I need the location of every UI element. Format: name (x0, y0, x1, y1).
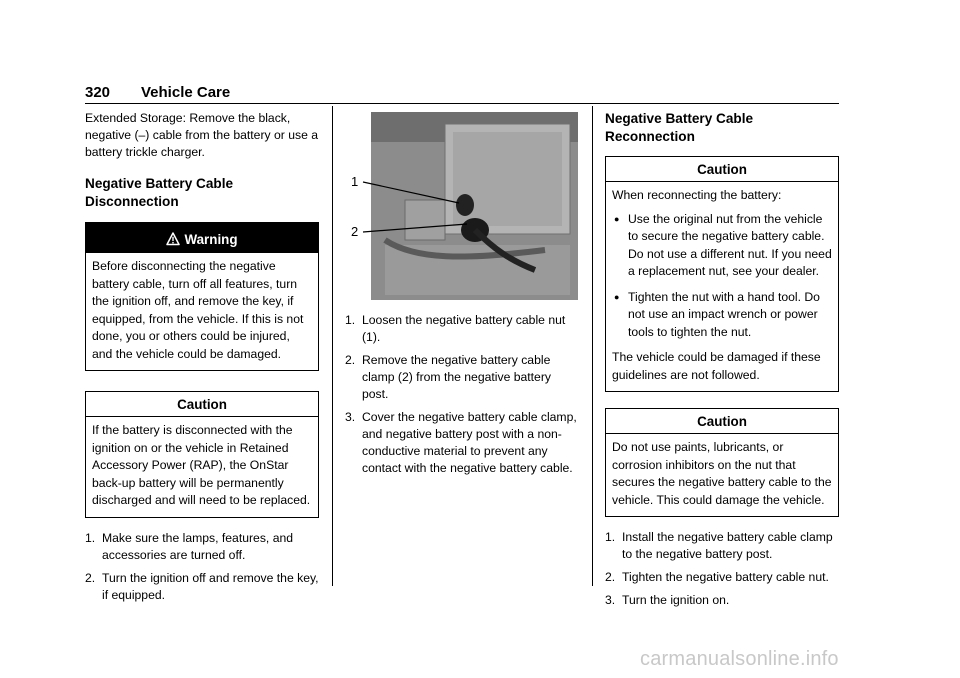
list-item (345, 409, 580, 477)
column-2 (345, 110, 580, 483)
step-number: 2. (85, 570, 96, 585)
step-text: Turn the ignition on. (622, 593, 730, 607)
caution-body: If the battery is disconnected with the ignition on or the vehicle in Retained Accessory Power (RAP), the OnStar back-up battery will be permanently discharged and will need to be replaced. (92, 423, 311, 507)
step-number: 3. (345, 410, 356, 424)
step-text: Loosen the negative battery cable nut (1). (362, 313, 566, 344)
caution-intro: When reconnecting the battery: (612, 188, 782, 202)
caution-body (606, 182, 838, 391)
callout-2-label: 2 (351, 224, 359, 239)
list-item (605, 569, 839, 586)
step-number: 1. (345, 313, 356, 327)
column-divider-1 (332, 106, 333, 586)
caution-header: Caution (86, 392, 318, 417)
step-number: 2. (345, 353, 356, 367)
column-divider-2 (592, 106, 593, 586)
step-text: Turn the ignition off and remove the key, if equipped. (102, 570, 319, 602)
step-text: Cover the negative battery cable clamp, and negative battery post with a non-conductive material to prevent any contact with the negative battery cable. (362, 410, 577, 475)
list-item: ● Tighten the nut with a hand tool. Do not use an impact wrench or power tools to tighten the nut. (612, 289, 832, 342)
warning-body: Before disconnecting the negative battery cable, turn off all features, turn the ignition off, and remove the key, if equipped, from the vehicle. If this is not done, you or others could be injured, and the vehicle could be damaged. (92, 259, 304, 361)
list-item (345, 352, 580, 403)
step-text: Install the negative battery cable clamp to the negative battery post. (622, 530, 833, 561)
caution-bullets (612, 211, 832, 342)
step-text: Tighten the negative battery cable nut. (622, 570, 829, 584)
step-number: 1. (605, 530, 616, 544)
list-item (605, 529, 839, 563)
disconnect-prep-steps (85, 530, 319, 604)
intro-text: Extended Storage: Remove the black, negative (–) cable from the battery or use a battery trickle charger. (85, 111, 319, 159)
callout-1-label: 1 (351, 174, 359, 189)
step-text: Make sure the lamps, features, and accessories are turned off. (102, 530, 294, 562)
step-number: 3. (605, 593, 616, 607)
reconnection-steps (605, 529, 839, 609)
page-header (85, 84, 230, 101)
list-item (605, 592, 839, 609)
disconnection-heading: Negative Battery Cable Disconnection (85, 176, 234, 209)
header-rule (85, 103, 839, 104)
list-item (85, 570, 319, 604)
caution-body: Do not use paints, lubricants, or corrosion inhibitors on the nut that secures the negative battery cable to the vehicle. This could damage the vehicle. (612, 440, 832, 507)
caution-outro: The vehicle could be damaged if these guidelines are not followed. (612, 350, 821, 382)
list-item: ● Use the original nut from the vehicle to secure the negative battery cable. Do not use a different nut. If you need a replacement nut, see your dealer. (612, 211, 832, 281)
battery-photo (345, 110, 580, 302)
warning-box (85, 222, 319, 371)
step-text: Remove the negative battery cable clamp (2) from the negative battery post. (362, 353, 551, 401)
caution-header: Caution (606, 409, 838, 434)
warning-triangle-icon (166, 232, 180, 246)
reconnection-heading: Negative Battery Cable Reconnection (605, 111, 754, 144)
caution-box-3 (605, 408, 839, 517)
warning-title: Warning (184, 232, 238, 247)
caution-box-1 (85, 391, 319, 518)
column-3 (605, 110, 839, 615)
step-number: 2. (605, 570, 616, 584)
battery-figure (345, 110, 580, 302)
section-title: Vehicle Care (141, 84, 231, 101)
watermark: carmanualsonline.info (640, 648, 839, 670)
list-item (85, 530, 319, 564)
disconnection-steps (345, 312, 580, 477)
page-number: 320 (85, 84, 111, 101)
warning-header (86, 223, 318, 253)
column-1 (85, 110, 319, 610)
step-number: 1. (85, 530, 96, 545)
list-item (345, 312, 580, 346)
caution-box-2 (605, 156, 839, 392)
caution-header: Caution (606, 157, 838, 182)
